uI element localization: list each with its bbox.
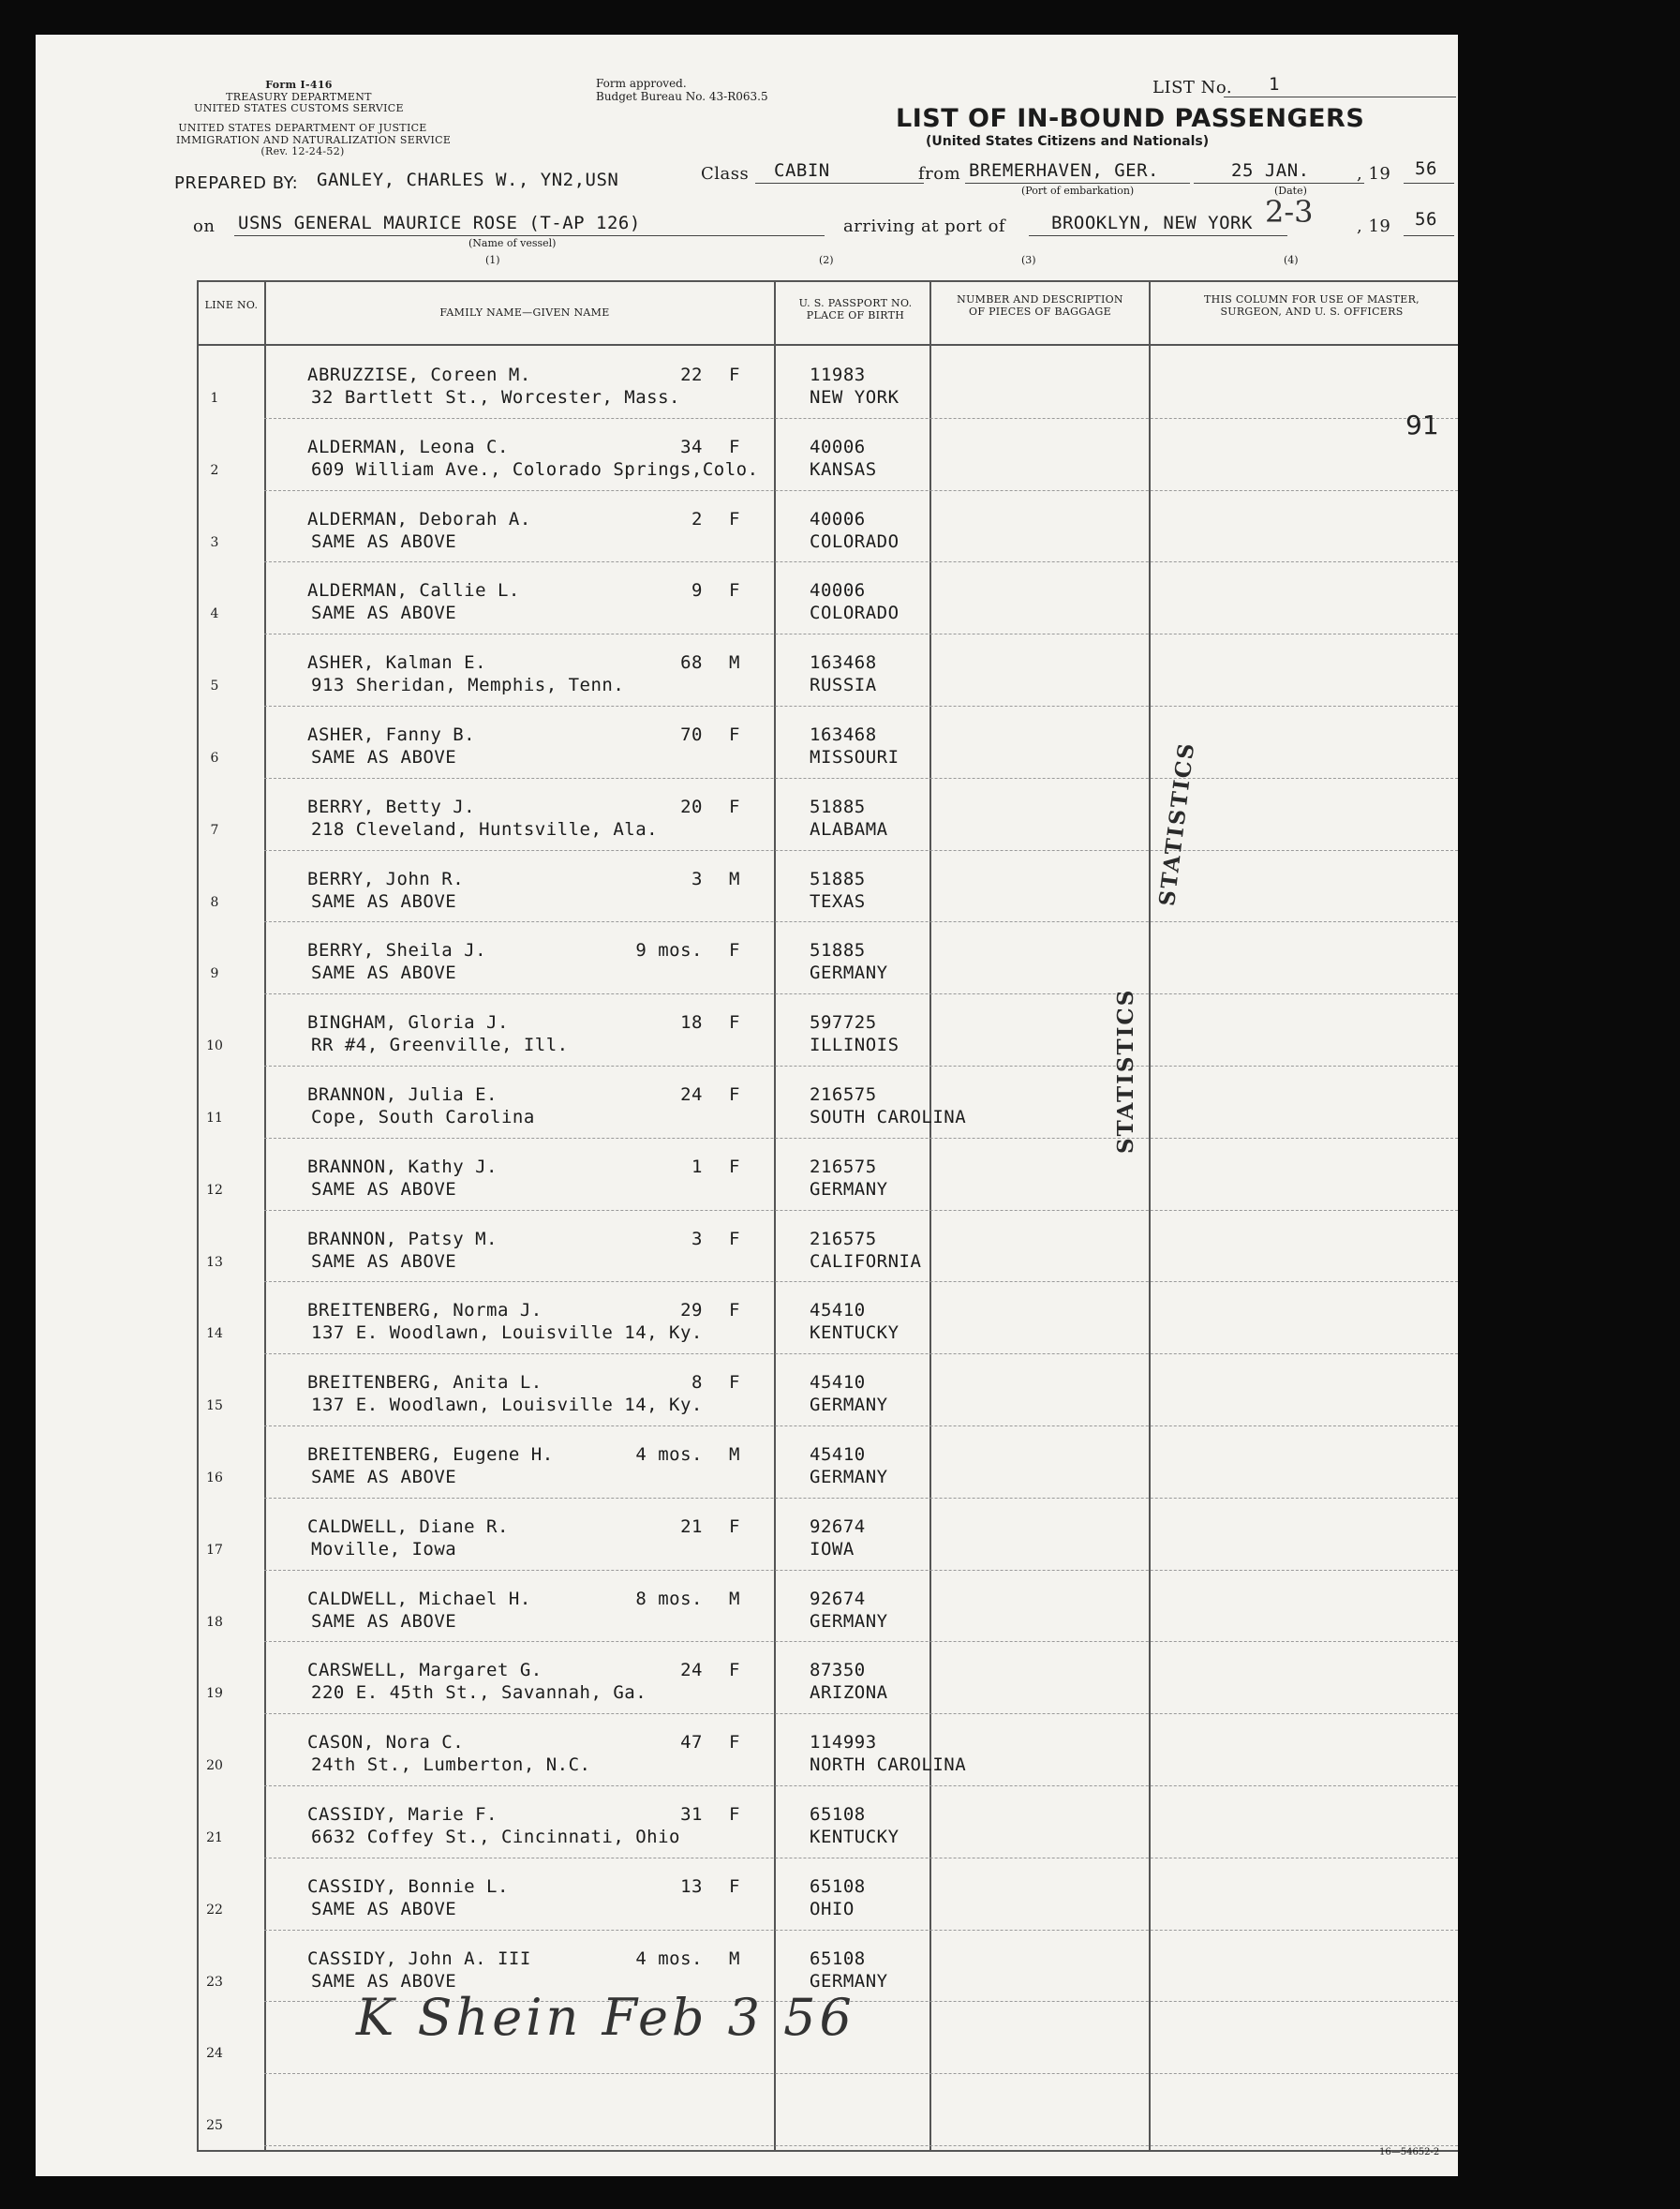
passenger-name: BERRY, John R. <box>307 868 465 889</box>
justice-block <box>176 122 452 158</box>
passport-number: 216575 <box>810 1156 877 1177</box>
passenger-address: SAME AS ABOVE <box>311 747 457 768</box>
class-label: Class <box>701 164 750 184</box>
passenger-sex: M <box>729 1588 740 1609</box>
passenger-sex: F <box>729 1372 740 1394</box>
vessel-caption: (Name of vessel) <box>468 237 557 249</box>
line-number: 4 <box>210 606 219 622</box>
passport-number: 65108 <box>810 1875 866 1897</box>
port-num: (3) <box>1021 254 1036 266</box>
table-row <box>197 1281 1458 1353</box>
passenger-age: 9 mos. <box>635 940 703 962</box>
passport-number: 65108 <box>810 1948 866 1969</box>
passport-number: 92674 <box>810 1588 866 1609</box>
line-number: 2 <box>210 462 219 478</box>
passenger-address: 24th St., Lumberton, N.C. <box>311 1754 591 1776</box>
class-value: CABIN <box>774 160 830 181</box>
line-number: 9 <box>210 966 219 982</box>
passport-number: 45410 <box>810 1372 866 1394</box>
passenger-address: 609 William Ave., Colorado Springs,Colo. <box>311 458 759 480</box>
passenger-sex: F <box>729 436 740 457</box>
passenger-address: SAME AS ABOVE <box>311 1250 457 1272</box>
passenger-age: 31 <box>680 1804 703 1825</box>
port-line <box>1029 235 1287 236</box>
line-number: 15 <box>206 1398 223 1414</box>
passenger-name: BINGHAM, Gloria J. <box>307 1012 509 1034</box>
passenger-address: SAME AS ABOVE <box>311 1178 457 1200</box>
table-row <box>197 778 1458 850</box>
passenger-address: 137 E. Woodlawn, Louisville 14, Ky. <box>311 1322 703 1344</box>
line-number: 22 <box>206 1902 223 1918</box>
form-revision: (Rev. 12-24-52) <box>260 145 345 158</box>
birth-place: TEXAS <box>810 890 866 912</box>
form-approved: Form approved. <box>596 77 687 90</box>
passenger-sex: M <box>729 1948 740 1969</box>
passport-number: 51885 <box>810 940 866 962</box>
prepared-label: PREPARED BY: <box>174 173 299 193</box>
passenger-age: 68 <box>680 652 703 674</box>
table-row <box>197 1785 1458 1858</box>
passenger-age: 8 mos. <box>635 1588 703 1609</box>
col-header-line: LINE NO. <box>204 299 259 311</box>
passenger-name: CASSIDY, Marie F. <box>307 1804 498 1825</box>
arrival-port: BROOKLYN, NEW YORK <box>1051 213 1253 233</box>
line-number: 7 <box>210 822 219 838</box>
passenger-name: CARSWELL, Margaret G. <box>307 1660 543 1681</box>
passport-number: 216575 <box>810 1228 877 1249</box>
passport-number: 45410 <box>810 1300 866 1321</box>
birth-place: NEW YORK <box>810 387 899 408</box>
passport-number: 65108 <box>810 1804 866 1825</box>
passenger-name: BREITENBERG, Eugene H. <box>307 1444 554 1465</box>
passenger-address: SAME AS ABOVE <box>311 530 457 552</box>
passport-number: 11983 <box>810 365 866 385</box>
table-row <box>197 921 1458 993</box>
passenger-age: 4 mos. <box>635 1444 703 1465</box>
passenger-age: 70 <box>680 724 703 745</box>
table-row <box>197 1138 1458 1210</box>
passenger-name: ABRUZZISE, Coreen M. <box>307 365 531 385</box>
passenger-age: 2 <box>691 508 703 530</box>
col-header-name: FAMILY NAME—GIVEN NAME <box>439 306 610 319</box>
birth-place: GERMANY <box>810 1178 888 1200</box>
passenger-age: 4 mos. <box>635 1948 703 1969</box>
year-1: 56 <box>1415 158 1437 179</box>
passenger-address: 6632 Coffey St., Cincinnati, Ohio <box>311 1827 680 1847</box>
table-row <box>197 1641 1458 1713</box>
line-number: 20 <box>206 1758 223 1774</box>
passenger-address: SAME AS ABOVE <box>311 890 457 912</box>
passport-number: 40006 <box>810 436 866 457</box>
passport-number: 51885 <box>810 796 866 817</box>
passenger-name: CASSIDY, Bonnie L. <box>307 1875 509 1897</box>
passenger-name: ALDERMAN, Callie L. <box>307 580 520 602</box>
vessel-line <box>234 235 825 236</box>
passenger-name: ASHER, Kalman E. <box>307 652 487 674</box>
col-header-officers: THIS COLUMN FOR USE OF MASTER, SURGEON, AND U. S. OFFICERS <box>1204 293 1420 319</box>
birth-place: CALIFORNIA <box>810 1250 922 1272</box>
birth-place: COLORADO <box>810 603 899 624</box>
year-2: 56 <box>1415 209 1437 230</box>
passenger-sex: F <box>729 1228 740 1249</box>
passenger-name: CASON, Nora C. <box>307 1732 465 1754</box>
line-number: 12 <box>206 1182 223 1198</box>
birth-place: ARIZONA <box>810 1682 888 1704</box>
passenger-age: 20 <box>680 796 703 817</box>
line-number: 6 <box>210 751 219 766</box>
passenger-address: SAME AS ABOVE <box>311 1970 457 1992</box>
table-row <box>197 490 1458 562</box>
year-line-2 <box>1404 235 1454 236</box>
passenger-address: 32 Bartlett St., Worcester, Mass. <box>311 387 680 408</box>
passport-number: 40006 <box>810 508 866 530</box>
birth-place: MISSOURI <box>810 747 899 768</box>
passenger-sex: F <box>729 1804 740 1825</box>
passenger-sex: M <box>729 868 740 889</box>
passenger-sex: F <box>729 724 740 745</box>
birth-place: KENTUCKY <box>810 1827 899 1847</box>
passenger-age: 8 <box>691 1372 703 1394</box>
passenger-sex: F <box>729 796 740 817</box>
list-no-value: 1 <box>1269 74 1280 95</box>
passenger-sex: F <box>729 1875 740 1897</box>
passenger-sex: F <box>729 1515 740 1537</box>
line-number: 11 <box>206 1111 223 1126</box>
embark-port: BREMERHAVEN, GER. <box>969 160 1159 181</box>
line-number: 10 <box>206 1038 223 1054</box>
birth-place: RUSSIA <box>810 675 877 696</box>
page-subtitle: (United States Citizens and Nationals) <box>926 134 1210 149</box>
passenger-name: BREITENBERG, Anita L. <box>307 1372 543 1394</box>
line-number: 1 <box>210 391 219 406</box>
arrival-num: (4) <box>1284 254 1299 266</box>
line-number: 23 <box>206 1974 223 1990</box>
passenger-name: BRANNON, Patsy M. <box>307 1228 498 1249</box>
passenger-name: BERRY, Betty J. <box>307 796 476 817</box>
arrival-date: 2-3 <box>1265 194 1314 230</box>
passport-number: 45410 <box>810 1444 866 1465</box>
passenger-address: SAME AS ABOVE <box>311 1467 457 1487</box>
passport-number: 114993 <box>810 1732 877 1754</box>
passenger-age: 24 <box>680 1660 703 1681</box>
treasury-dept: TREASURY DEPARTMENT <box>226 90 372 103</box>
table-row <box>197 1570 1458 1642</box>
passenger-name: BRANNON, Kathy J. <box>307 1156 498 1177</box>
table-row <box>197 1858 1458 1930</box>
statistics-stamp: STATISTICS <box>1113 988 1138 1154</box>
passenger-address: 137 E. Woodlawn, Louisville 14, Ky. <box>311 1395 703 1416</box>
passport-number: 597725 <box>810 1012 877 1034</box>
birth-place: KENTUCKY <box>810 1322 899 1344</box>
table-row <box>197 418 1458 490</box>
line-number: 16 <box>206 1470 223 1485</box>
birth-place: GERMANY <box>810 1395 888 1416</box>
date-caption: (Date) <box>1274 185 1307 197</box>
year-line-1 <box>1404 183 1454 184</box>
passenger-sex: F <box>729 940 740 962</box>
birth-place: NORTH CAROLINA <box>810 1754 967 1776</box>
table-bottom-border <box>197 2150 1458 2152</box>
passport-number: 40006 <box>810 580 866 602</box>
passenger-age: 22 <box>680 365 703 385</box>
passenger-address: SAME AS ABOVE <box>311 1898 457 1919</box>
passenger-name: CASSIDY, John A. III <box>307 1948 531 1969</box>
customs-service: UNITED STATES CUSTOMS SERVICE <box>194 102 404 115</box>
table-row <box>197 993 1458 1066</box>
birth-place: KANSAS <box>810 458 877 480</box>
embark-date: 25 JAN. <box>1231 160 1310 181</box>
prepared-by: GANLEY, CHARLES W., YN2,USN <box>317 170 619 190</box>
passport-number: 216575 <box>810 1084 877 1105</box>
passenger-sex: F <box>729 580 740 602</box>
inspector-signature: K Shein Feb 3 56 <box>356 1988 855 2047</box>
manifest-page <box>36 35 1458 2176</box>
passenger-sex: F <box>729 365 740 385</box>
line-number: 8 <box>210 894 219 910</box>
passenger-address: Cope, South Carolina <box>311 1107 535 1127</box>
line-number: 24 <box>206 2046 223 2062</box>
table-row <box>197 346 1458 418</box>
table-top-border <box>197 280 1458 282</box>
footer-code: 16—54652-2 <box>1379 2147 1440 2157</box>
arriving-num: (2) <box>819 254 834 266</box>
line-number: 14 <box>206 1326 223 1342</box>
birth-place: OHIO <box>810 1898 855 1919</box>
passenger-age: 34 <box>680 436 703 457</box>
from-label: from <box>918 164 961 184</box>
line-number: 19 <box>206 1686 223 1702</box>
vessel-name: USNS GENERAL MAURICE ROSE (T-AP 126) <box>238 213 641 233</box>
passenger-address: RR #4, Greenville, Ill. <box>311 1035 569 1056</box>
passenger-age: 29 <box>680 1300 703 1321</box>
passenger-name: ALDERMAN, Deborah A. <box>307 508 531 530</box>
col-header-passport: U. S. PASSPORT NO. PLACE OF BIRTH <box>798 297 913 322</box>
table-row <box>197 1210 1458 1282</box>
table-row <box>197 1713 1458 1785</box>
vessel-num: (1) <box>485 254 500 266</box>
year-prefix-2: , 19 <box>1357 216 1391 236</box>
passenger-age: 3 <box>691 868 703 889</box>
line-number: 5 <box>210 679 219 694</box>
list-no-label: LIST No. <box>1152 78 1233 97</box>
passenger-sex: F <box>729 508 740 530</box>
table-row <box>197 1498 1458 1570</box>
birth-place: GERMANY <box>810 1610 888 1632</box>
passenger-age: 21 <box>680 1515 703 1537</box>
statistics-stamp: STATISTICS <box>1154 739 1200 908</box>
passenger-address: 913 Sheridan, Memphis, Tenn. <box>311 675 625 696</box>
passenger-name: BRANNON, Julia E. <box>307 1084 498 1105</box>
line-number: 21 <box>206 1830 223 1845</box>
birth-place: GERMANY <box>810 963 888 984</box>
passenger-sex: M <box>729 652 740 674</box>
passenger-sex: F <box>729 1084 740 1105</box>
passenger-sex: F <box>729 1732 740 1754</box>
passenger-age: 13 <box>680 1875 703 1897</box>
birth-place: GERMANY <box>810 1970 888 1992</box>
budget-bureau: Budget Bureau No. 43-R063.5 <box>596 89 768 103</box>
row-rule <box>264 2145 1458 2146</box>
form-number: Form I-416 <box>265 79 333 91</box>
year-prefix-1: , 19 <box>1357 164 1391 184</box>
table-row <box>197 1353 1458 1425</box>
passenger-address: SAME AS ABOVE <box>311 1610 457 1632</box>
passenger-sex: F <box>729 1300 740 1321</box>
passenger-address: Moville, Iowa <box>311 1538 457 1560</box>
table-row <box>197 561 1458 634</box>
passenger-age: 47 <box>680 1732 703 1754</box>
birth-place: COLORADO <box>810 530 899 552</box>
passenger-sex: M <box>729 1444 740 1465</box>
passenger-name: CALDWELL, Diane R. <box>307 1515 509 1537</box>
passport-number: 163468 <box>810 724 877 745</box>
passenger-name: ALDERMAN, Leona C. <box>307 436 509 457</box>
line-number: 17 <box>206 1542 223 1558</box>
birth-place: ALABAMA <box>810 818 888 840</box>
passenger-age: 24 <box>680 1084 703 1105</box>
from-line <box>965 183 1190 184</box>
birth-place: SOUTH CAROLINA <box>810 1107 967 1127</box>
approval-block <box>596 78 768 104</box>
form-id-block <box>191 80 407 115</box>
table-row <box>197 1066 1458 1138</box>
birth-place: GERMANY <box>810 1467 888 1487</box>
table-row <box>197 634 1458 706</box>
passport-number: 92674 <box>810 1515 866 1537</box>
passenger-count: 91 <box>1405 410 1439 440</box>
arriving-label: arriving at port of <box>843 216 1006 236</box>
passenger-age: 9 <box>691 580 703 602</box>
table-row <box>197 706 1458 778</box>
passenger-age: 1 <box>691 1156 703 1177</box>
date-line <box>1194 183 1364 184</box>
passenger-name: CALDWELL, Michael H. <box>307 1588 531 1609</box>
birth-place: ILLINOIS <box>810 1035 899 1056</box>
passenger-name: BERRY, Sheila J. <box>307 940 487 962</box>
on-label: on <box>193 216 216 236</box>
birth-place: IOWA <box>810 1538 855 1560</box>
class-line <box>755 183 924 184</box>
passenger-address: SAME AS ABOVE <box>311 963 457 984</box>
passport-number: 163468 <box>810 652 877 674</box>
table-row <box>197 850 1458 922</box>
embark-caption: (Port of embarkation) <box>1021 185 1135 197</box>
passenger-age: 3 <box>691 1228 703 1249</box>
table-row <box>197 2073 1458 2145</box>
line-number: 3 <box>210 534 219 550</box>
passenger-sex: F <box>729 1012 740 1034</box>
passenger-age: 18 <box>680 1012 703 1034</box>
passenger-name: ASHER, Fanny B. <box>307 724 476 745</box>
page-title: LIST OF IN-BOUND PASSENGERS <box>896 104 1365 133</box>
line-number: 13 <box>206 1254 223 1270</box>
passenger-sex: F <box>729 1660 740 1681</box>
passenger-name: BREITENBERG, Norma J. <box>307 1300 543 1321</box>
passenger-table <box>197 280 1458 2152</box>
col-header-baggage: NUMBER AND DESCRIPTION OF PIECES OF BAGGAGE <box>957 293 1123 319</box>
table-row <box>197 1425 1458 1498</box>
passenger-address: 220 E. 45th St., Savannah, Ga. <box>311 1682 647 1704</box>
line-number: 25 <box>206 2118 223 2134</box>
passport-number: 51885 <box>810 868 866 889</box>
passenger-sex: F <box>729 1156 740 1177</box>
passport-number: 87350 <box>810 1660 866 1681</box>
ins-service: IMMIGRATION AND NATURALIZATION SERVICE <box>176 133 452 146</box>
passenger-address: SAME AS ABOVE <box>311 603 457 624</box>
passenger-address: 218 Cleveland, Huntsville, Ala. <box>311 818 659 840</box>
justice-dept: UNITED STATES DEPARTMENT OF JUSTICE <box>178 122 427 134</box>
line-number: 18 <box>206 1614 223 1630</box>
